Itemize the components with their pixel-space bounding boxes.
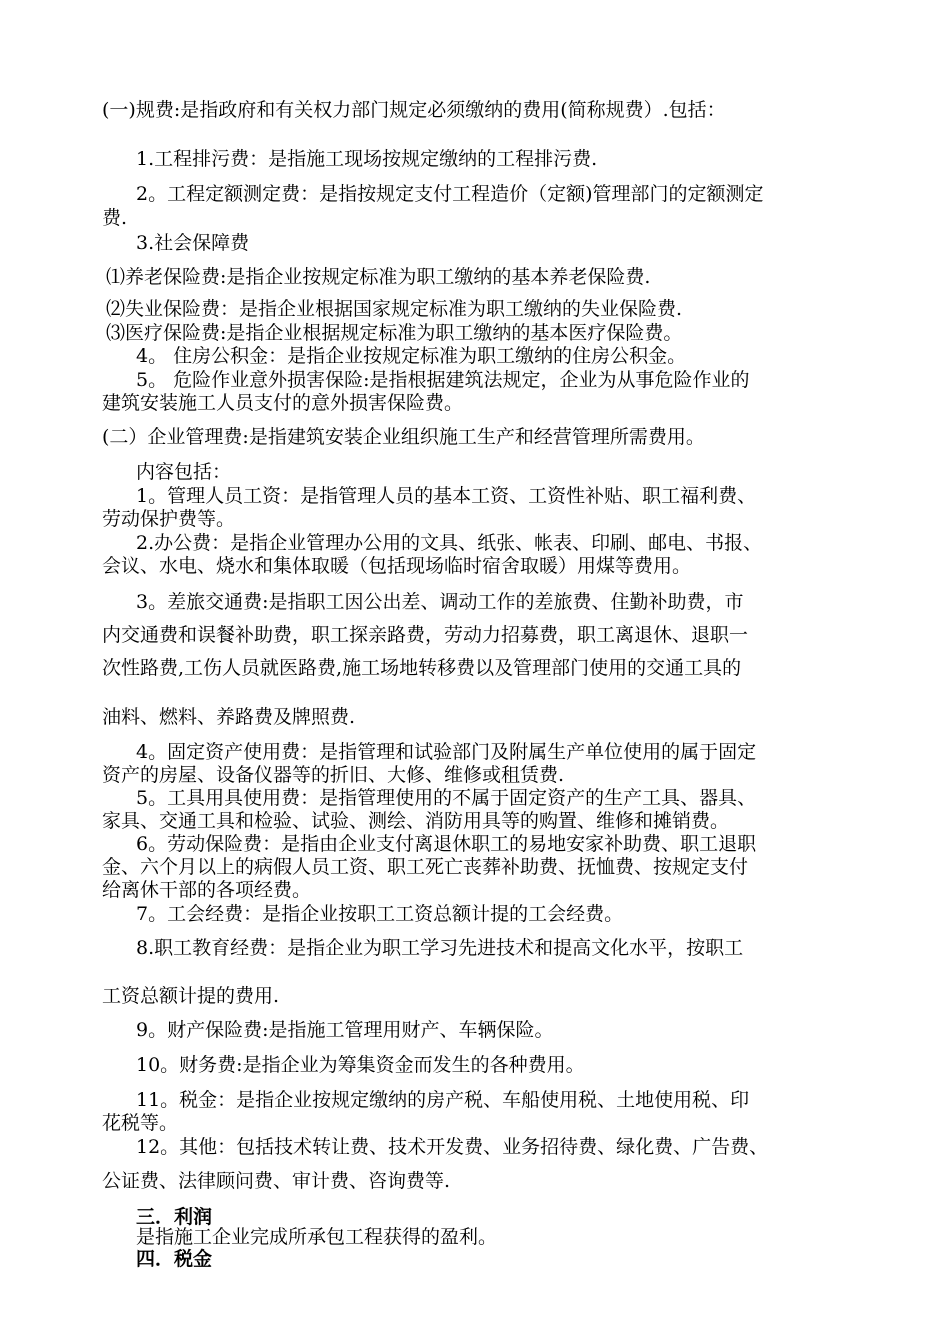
item-tools-fee: 5。工具用具使用费：是指管理使用的不属于固定资产的生产工具、器具、	[136, 787, 757, 809]
item-fixed-assets-fee: 4。固定资产使用费：是指管理和试验部门及附属生产单位使用的属于固定	[136, 741, 757, 763]
item-housing-fund: 4。 住房公积金：是指企业按规定标准为职工缴纳的住房公积金。	[136, 345, 687, 367]
item-staff-wages: 1。管理人员工资：是指管理人员的基本工资、工资性补贴、职工福利费、	[136, 485, 757, 507]
item-other-fees-cont: 公证费、法律顾问费、审计费、咨询费等.	[102, 1170, 451, 1192]
item-tools-fee-cont: 家具、交通工具和检验、试验、测绘、消防用具等的购置、维修和摊销费。	[102, 810, 730, 832]
item-labor-insurance-cont-2: 给离休干部的各项经费。	[102, 879, 312, 901]
item-office-fee: 2.办公费：是指企业管理办公用的文具、纸张、帐表、印刷、邮电、书报、	[136, 532, 763, 554]
section-heading-fees: (一)规费:是指政府和有关权力部门规定必须缴纳的费用(简称规费）.包括：	[102, 99, 726, 121]
item-education-fee: 8.职工教育经费：是指企业为职工学习先进技术和提高文化水平，按职工	[136, 937, 744, 959]
contents-label: 内容包括：	[136, 461, 232, 483]
item-fixed-assets-fee-cont: 资产的房屋、设备仪器等的折旧、大修、维修或租赁费.	[102, 764, 565, 786]
profit-definition: 是指施工企业完成所承包工程获得的盈利。	[136, 1226, 498, 1248]
item-pension-insurance: ⑴养老保险费:是指企业按规定标准为职工缴纳的基本养老保险费.	[106, 266, 651, 288]
item-travel-fee: 3。差旅交通费:是指职工因公出差、调动工作的差旅费、住勤补助费，市	[136, 591, 744, 613]
item-taxes: 11。税金：是指企业按规定缴纳的房产税、车船使用税、土地使用税、印	[136, 1089, 750, 1111]
item-pollution-fee: 1.工程排污费：是指施工现场按规定缴纳的工程排污费.	[136, 148, 598, 170]
item-other-fees: 12。其他：包括技术转让费、技术开发费、业务招待费、绿化费、广告费、	[136, 1136, 769, 1158]
item-union-fee: 7。工会经费：是指企业按职工工资总额计提的工会经费。	[136, 903, 624, 925]
section-heading-tax: 四．税金	[136, 1248, 213, 1270]
item-travel-fee-cont-2: 次性路费,工伤人员就医路费,施工场地转移费以及管理部门使用的交通工具的	[102, 657, 742, 679]
item-education-fee-cont: 工资总额计提的费用.	[102, 985, 280, 1007]
item-labor-insurance-cont-1: 金、六个月以上的病假人员工资、职工死亡丧葬补助费、抚恤费、按规定支付	[102, 856, 749, 878]
item-accident-insurance: 5。 危险作业意外损害保险:是指根据建筑法规定，企业为从事危险作业的	[136, 369, 750, 391]
item-unemployment-insurance: ⑵失业保险费：是指企业根据国家规定标准为职工缴纳的失业保险费.	[106, 298, 683, 320]
item-staff-wages-cont: 劳动保护费等。	[102, 508, 236, 530]
item-finance-fee: 10。财务费:是指企业为筹集资金而发生的各种费用。	[136, 1054, 585, 1076]
item-travel-fee-cont-1: 内交通费和误餐补助费，职工探亲路费，劳动力招募费，职工离退休、退职一	[102, 624, 749, 646]
section-heading-profit: 三．利润	[136, 1206, 213, 1228]
item-property-insurance: 9。财产保险费:是指施工管理用财产、车辆保险。	[136, 1019, 554, 1041]
item-office-fee-cont: 会议、水电、烧水和集体取暖（包括现场临时宿舍取暖）用煤等费用。	[102, 555, 692, 577]
item-travel-fee-cont-3: 油料、燃料、养路费及牌照费.	[102, 706, 356, 728]
item-quota-fee-cont: 费.	[102, 207, 128, 229]
item-accident-insurance-cont: 建筑安装施工人员支付的意外损害保险费。	[102, 392, 464, 414]
section-heading-management-fee: (二）企业管理费:是指建筑安装企业组织施工生产和经营管理所需费用。	[102, 426, 705, 448]
item-medical-insurance: ⑶医疗保险费:是指企业根据规定标准为职工缴纳的基本医疗保险费。	[106, 322, 683, 344]
item-labor-insurance: 6。劳动保险费：是指由企业支付离退休职工的易地安家补助费、职工退职	[136, 833, 757, 855]
item-social-security: 3.社会保障费	[136, 232, 250, 254]
item-taxes-cont: 花税等。	[102, 1112, 179, 1134]
item-quota-fee: 2。工程定额测定费：是指按规定支付工程造价（定额)管理部门的定额测定	[136, 183, 764, 205]
